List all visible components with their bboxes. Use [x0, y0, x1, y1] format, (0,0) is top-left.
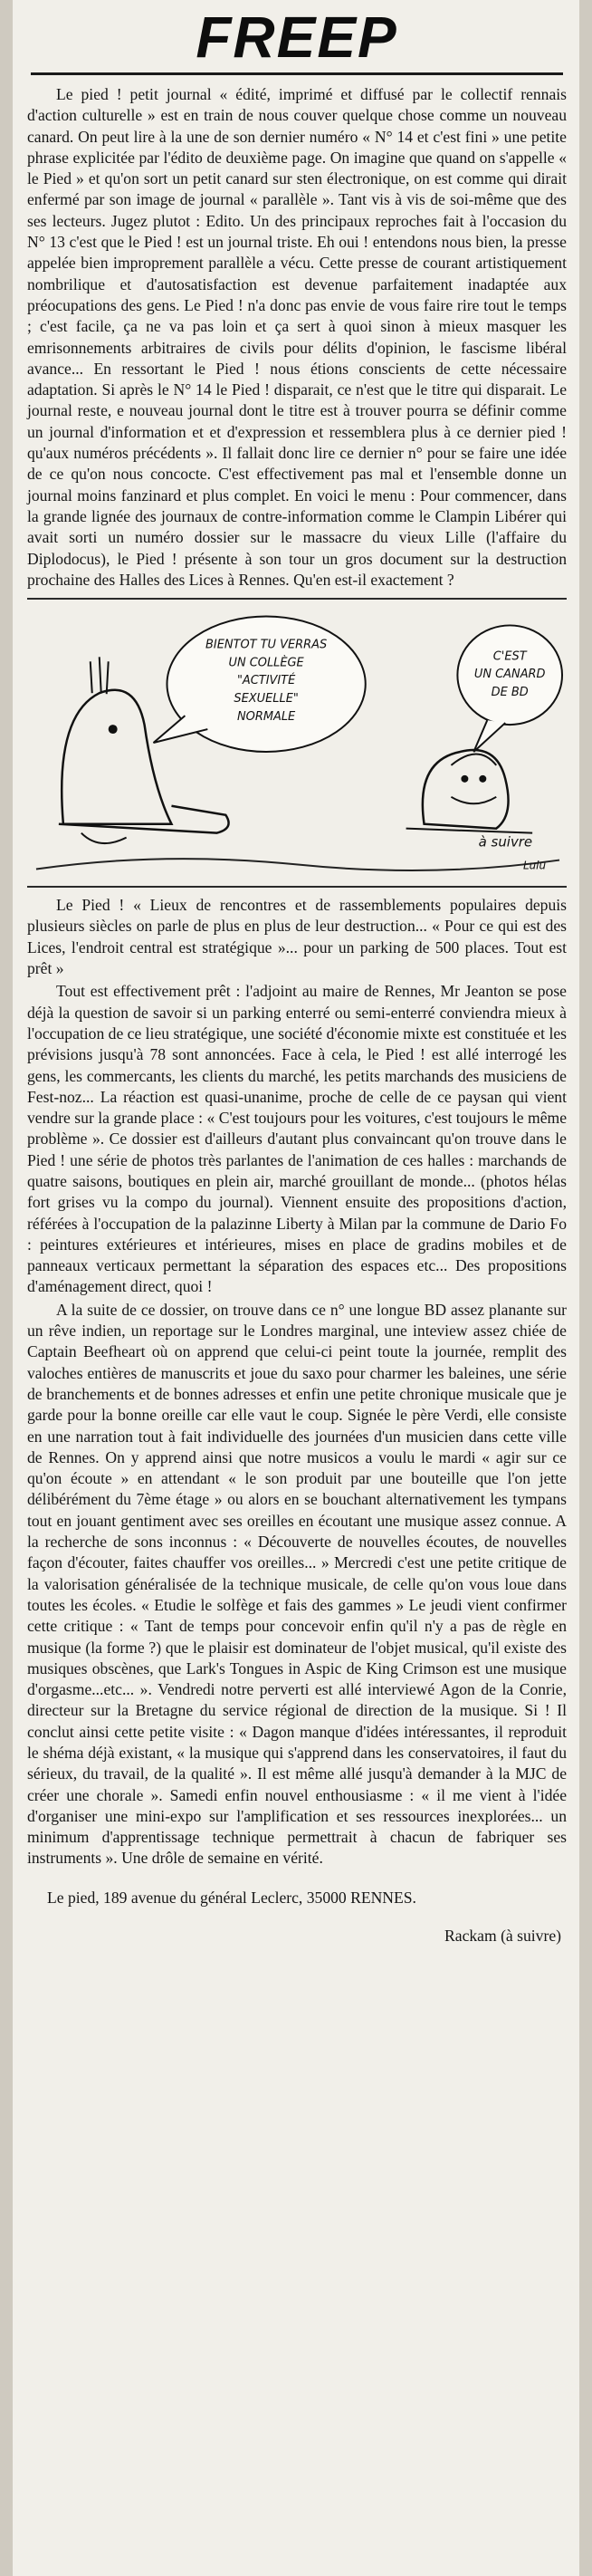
author-signature: Rackam (à suivre) — [444, 1926, 561, 1945]
title-divider — [31, 72, 563, 75]
cartoon-signature: Lulu — [522, 859, 547, 872]
bubble-right-line-2: UN CANARD — [473, 668, 546, 682]
bubble-right-line-3: DE BD — [491, 686, 529, 700]
paragraph-suite-dossier: A la suite de ce dossier, on trouve dans ce n° une longue BD assez planante sur un rêve indien, un reportage sur le Londres marginal, une inteview assez chiée de Captain Beefheart où on apprend que celui-ci peint toute la journée, remplit des valoches entières de manuscrits et joue du saxo pour charmer les baleines, une série de branchements et de bonnes adresses et enfin une petite chronique musicale que je garde pour la bonne oreille car elle vaut le coup. Signée le père Verdi, elle consiste en une narration tout à fait individuelle des journées d'un musicien dans cette ville de Rennes. On y apprend ainsi que notre musicos a voulu le mardi « agir sur ce qu'on écoute » en attendant « le son produit par une bouteille que l'on jette délibérément du 7ème étage » ou alors en se bouchant alternativement les tympans tout en jouant gentiment avec ses oreilles en écoutant une musique assez connue. A la recherche de sons inconnus : « Découverte de nouvelles écoutes, de nouvelles façon d'écouter, faites chauffer vos oreilles... » Mercredi c'est une petite critique de la valorisation généralisée de la technique musicale, de celle qu'on vous loue dans toutes les écoles. « Etudie le solfège et fais des gammes » Le jeudi vient confirmer cette critique : « Tant de temps pour concevoir enfin qu'il n'y a pas de règle en musique (la forme ?) que le plaisir est dominateur de l'objet musical, qu'il existe des musiques obscènes, que Lark's Tongues in Aspic de King Crimson est une musique d'orgasme...etc... ». Vendredi notre perverti est allé interviewé Agon de la Conrie, directeur sur la Bretagne du service régional de direction de la musique. Si ! Il conclut ainsi cette petite visite : « Dagon manque d'idées intéressantes, il reproduit le shéma déjà existant, « la musique qui s'apprend dans les conservatoires, il faut du sérieux, du travail, de la qualité ». Il est même allé jusqu'à demander à la MJC de créer une chorale ». Samedi enfin nouvel enthousiasme : « il me vient à l'idée d'organiser une mini-expo sur l'amplification et ses ressources inexplorées... un minimum d'apprentissage technique permettrait à chacun de fabriquer ses instruments ». Une drôle de semaine en vérité. — [27, 1300, 567, 1868]
publication-address: Le pied, 189 avenue du général Leclerc, 35000 RENNES. — [47, 1888, 416, 1907]
page-edge-right — [579, 0, 592, 2576]
paragraph-tout-est-pret: Tout est effectivement prêt : l'adjoint au maire de Rennes, Mr Jeanton se pose déjà la question de savoir si un parking enterré ou semi-enterré conviendra mieux à l'occupation de ce lieu stratégique, une société d'économie mixte est constituée et les prévisions jusqu'à 78 sont annoncées. Face à cela, le Pied ! est allé interrogé les gens, les commercants, les clients du marché, les petits marchands des musiciens de Fest-noz... La réaction est quasi-unanime, proche de celle de ce paysan qui vient vendre sur la grande place : « C'est toujours pour les voitures, c'est toujours le même problème ». Ce dossier est d'ailleurs d'autant plus convaincant qu'on trouve dans le Pied ! une série de photos très parlantes de l'animation de ces halles : marchands de quatre saisons, boutiques en plein air, marché grouillant de monde... (photos hélas fort grises vu la compo du journal). Viennent ensuite des propositions d'action, référées à l'occupation de la palazinne Liberty à Milan par la commune de Dario Fo : peintures extérieures et intérieures, mises en place de gradins mobiles et de panneaux verticaux permettant la séparation des espaces etc... Des propositions d'aménagement direct, quoi ! — [27, 982, 568, 1296]
paragraph-intro: Le pied ! petit journal « édité, imprimé et diffusé par le collectif rennais d'action culturelle » est en train de nous couver quelque chose comme un nouveau canard. On peut lire à la une de son dernier numéro « N° 14 et c'est fini » une petite phrase explicitée par l'édito de deuxième page. On imagine que quand on s'appelle « le Pied » et qu'on sort un petit canard sur sten électronique, on est comme qui dirait enfermé par son image de journal « parallèle ». Tant vis à vis de soi-même que des ses lecteurs. Jugez plutot : Edito. Un des principaux reproches fait à l'occasion du N° 13 c'est que le Pied ! est un journal triste. Eh oui ! entendons nous bien, la presse appelée bien improprement parallèle a vécu. Cette presse de courant artistiquement nombrilique et d'autosatisfaction est devenue parfaitement inadaptée aux préocupations des gens. Le Pied ! n'a donc pas envie de vous faire rire tout le temps ; c'est facile, ça ne va pas loin et ça sert à quoi sinon à mieux masquer les emrisonnements arbitraires de civils pour délits d'opinion, le fascisme libéral avance... En ressortant le Pied ! nous étions conscients de cette nécessaire adaptation. Si après le N° 14 le Pied ! disparait, ce n'est que le titre qui disparait. Le journal reste, e nouveau journal dont le titre est à trouver pourra se définir comme un journal d'information et et d'expression et ressemblera plus à ce dernier pied ! qu'aux numéros précédents ». Il fallait donc lire ce dernier n° pour se faire une idée de ce qu'on nous concocte. C'est effectivement pas mal et l'ensemble donne un journal moins fanzinard et plus complet. En voici le menu : Pour commencer, dans la grande lignée des journaux de contre-information comme le Clampin Libérer qui avait sorti un numéro dossier sur le massacre du vieux Lille (l'affaire du Diplodocus), le Pied ! présente à son tour un gros document sur la destruction prochaine des Halles des Lices à Rennes. Qu'en est-il exactement ? — [27, 85, 567, 589]
cartoon-top-rule — [27, 598, 567, 600]
bubble-left-line-4: SEXUELLE" — [234, 692, 299, 706]
page-edge-left — [0, 0, 13, 2576]
bubble-left-line-3: "ACTIVITÉ — [236, 674, 296, 688]
bubble-left-line-5: NORMALE — [236, 710, 296, 725]
article-title: FREEP — [196, 5, 398, 70]
bubble-right-line-1: C'EST — [492, 649, 527, 664]
cartoon-caption: à suivre — [478, 833, 533, 851]
cartoon-illustration — [27, 607, 567, 879]
bubble-left-line-1: BIENTOT TU VERRAS — [205, 638, 328, 652]
bubble-left-line-2: UN COLLÈGE — [228, 656, 304, 670]
cartoon-bottom-rule — [27, 886, 567, 888]
cartoon-drawing — [27, 607, 567, 879]
paragraph-pied-quote: Le Pied ! « Lieux de rencontres et de rassemblements populaires depuis plusieurs siècles on parle de plus en plus de leur destruction... « Pour ce qui est des Lices, l'endroit central est stratégique »... pour un parking de 500 places. Tout est prêt » — [27, 896, 567, 978]
